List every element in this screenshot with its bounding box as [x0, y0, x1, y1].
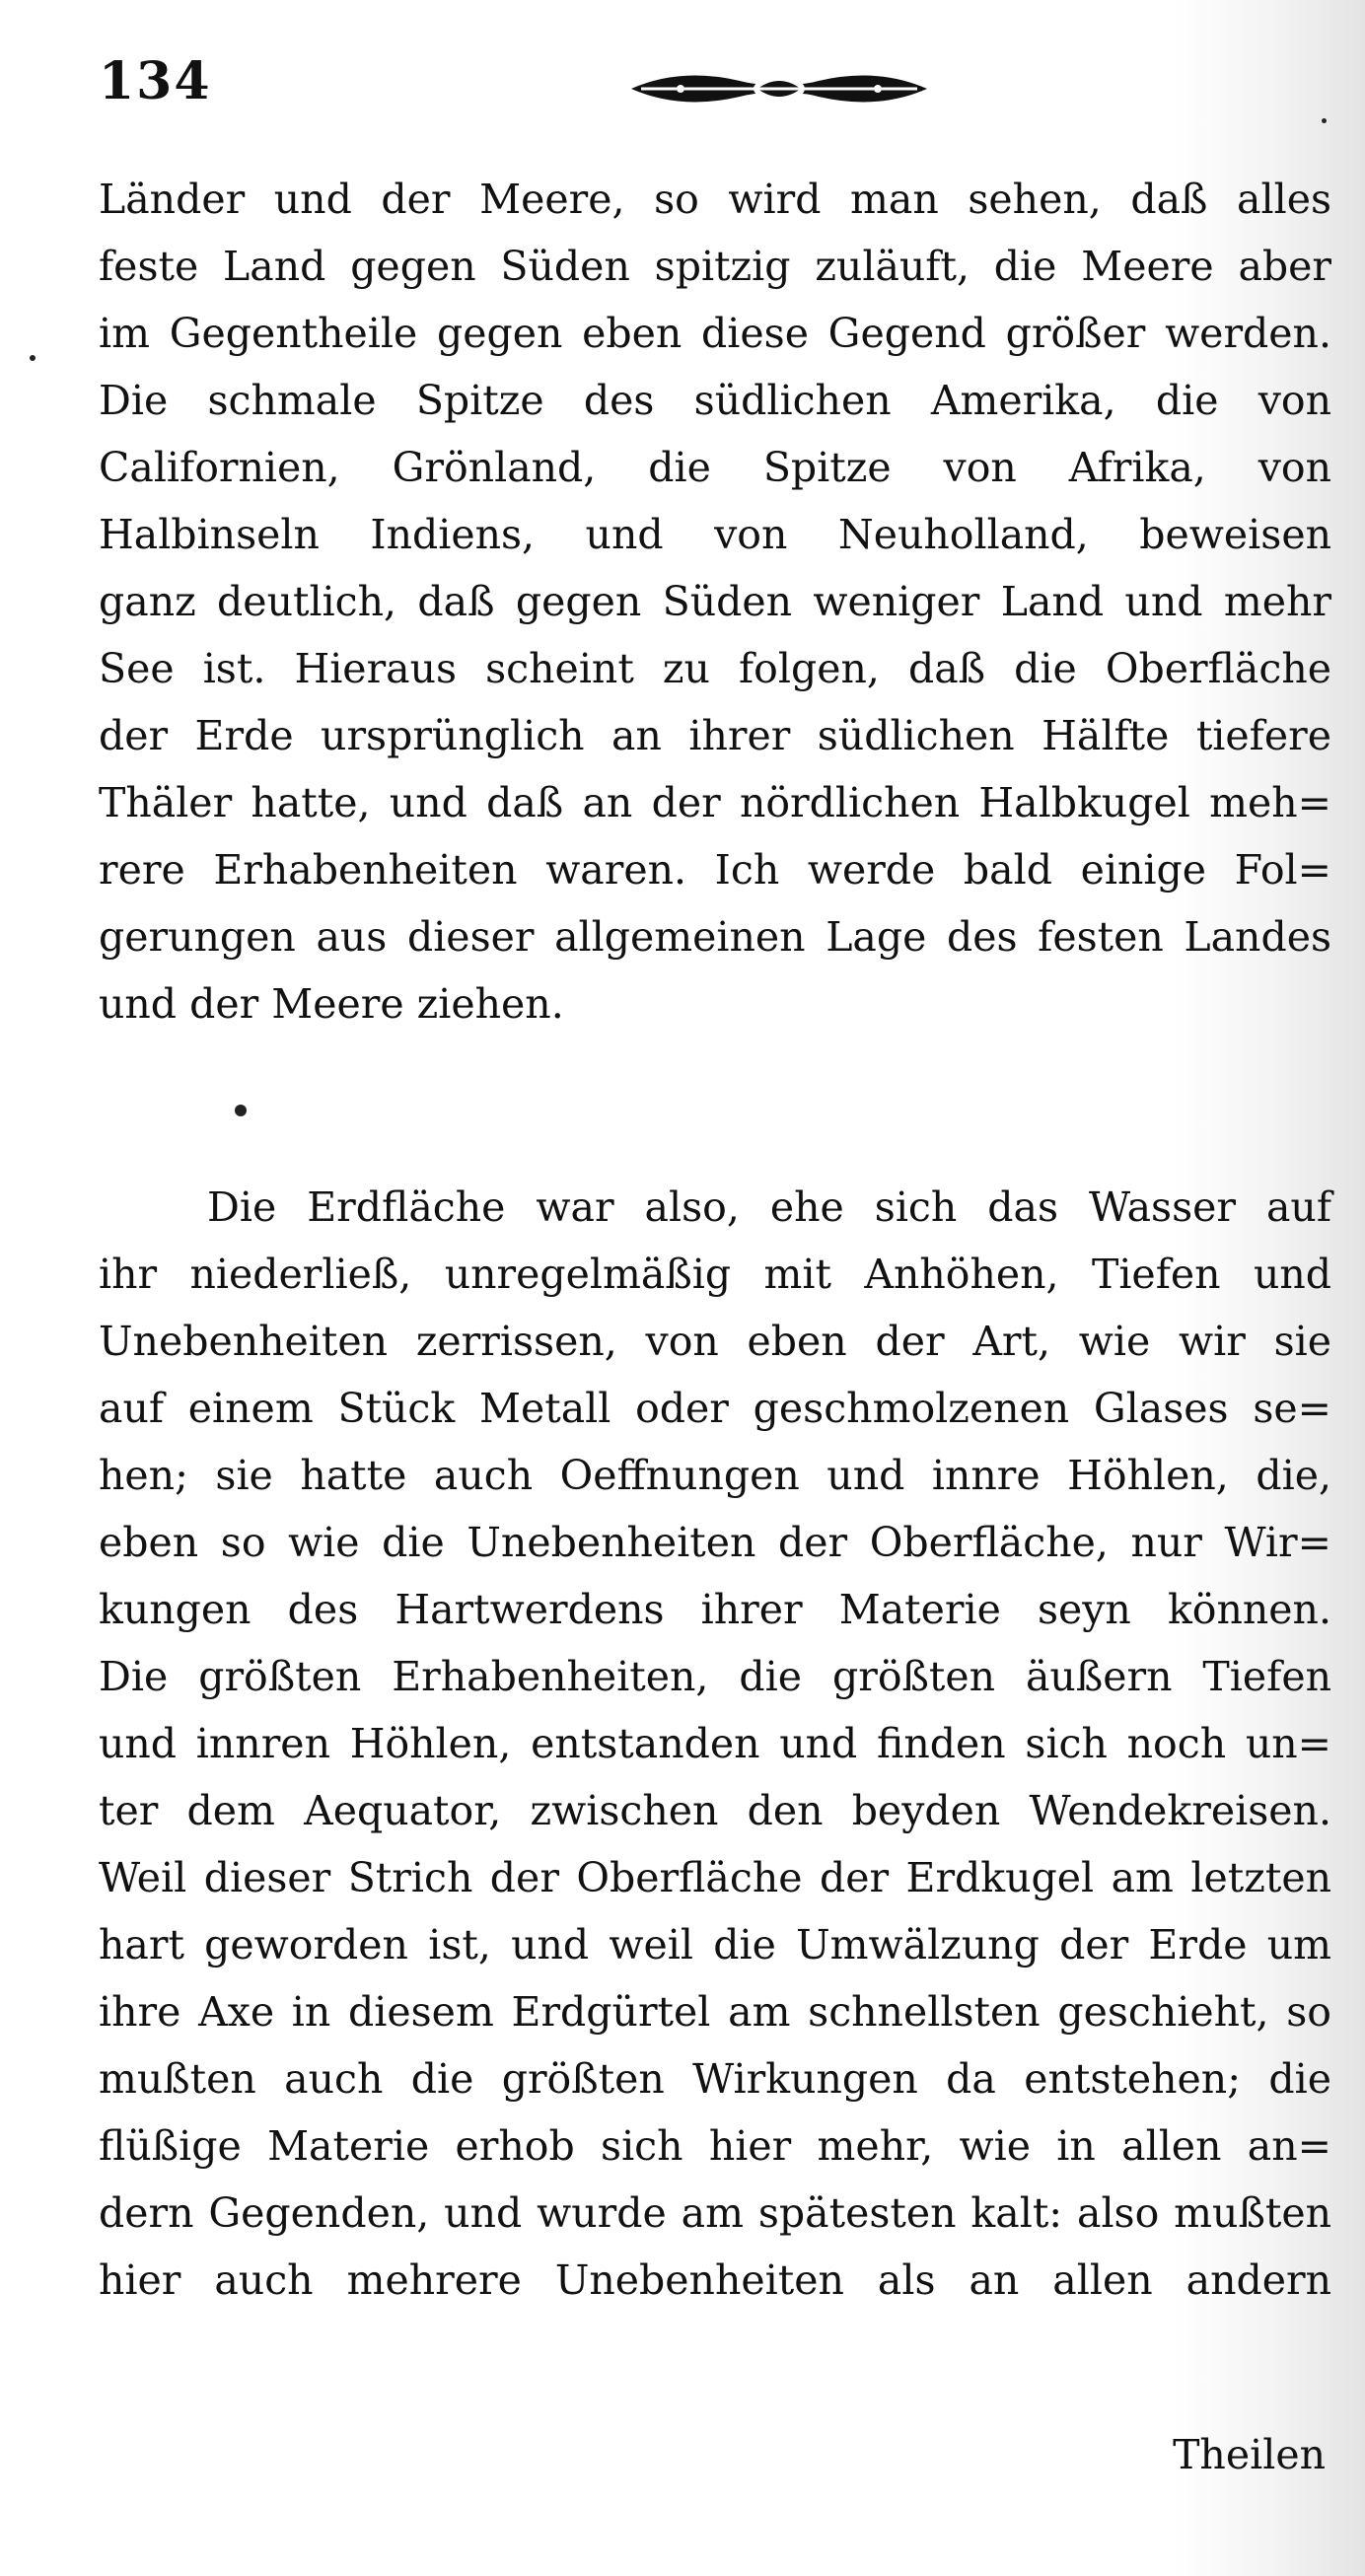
text-line: und innren Höhlen, entstanden und finden sich noch un= [99, 1720, 1331, 1767]
text-line: Die größten Erhabenheiten, die größten äußern Tiefen [99, 1653, 1331, 1700]
paragraph-2 [99, 1174, 1331, 2314]
text-line: ihre Axe in diesem Erdgürtel am schnellsten geschieht, so [99, 1988, 1331, 2036]
text-line: ter dem Aequator, zwischen den beyden Wendekreisen. [99, 1787, 1331, 1834]
text-line: feste Land gegen Süden spitzig zuläuft, die Meere aber [99, 243, 1331, 290]
text-line: Californien, Grönland, die Spitze von Afrika, von [99, 444, 1331, 491]
text-line: Thäler hatte, und daß an der nördlichen Halbkugel meh= [99, 779, 1331, 826]
text-line: ganz deutlich, daß gegen Süden weniger Land und mehr [99, 578, 1331, 625]
text-line: mußten auch die größten Wirkungen da entstehen; die [99, 2055, 1331, 2103]
text-line: dern Gegenden, und wurde am spätesten kalt: also mußten [99, 2189, 1331, 2237]
text-line: hier auch mehrere Unebenheiten als an allen andern [99, 2256, 1331, 2304]
text-line: auf einem Stück Metall oder geschmolzenen Glases se= [99, 1385, 1331, 1432]
text-line: Halbinseln Indiens, und von Neuholland, beweisen [99, 511, 1331, 558]
text-line: hen; sie hatte auch Oeffnungen und innre Höhlen, die, [99, 1452, 1331, 1499]
text-line: kungen des Hartwerdens ihrer Materie seyn können. [99, 1586, 1331, 1633]
ink-speck [1322, 118, 1327, 123]
text-line: und der Meere ziehen. [99, 980, 564, 1028]
ink-speck [30, 355, 36, 361]
text-line: Unebenheiten zerrissen, von eben der Art, wie wir sie [99, 1318, 1331, 1365]
text-line: eben so wie die Unebenheiten der Oberfläche, nur Wir= [99, 1519, 1331, 1566]
page-header [99, 51, 1282, 130]
text-line: Die Erdfläche war also, ehe sich das Wasser auf [207, 1183, 1331, 1231]
text-line: rere Erhabenheiten waren. Ich werde bald einige Fol= [99, 846, 1331, 894]
text-line: im Gegentheile gegen eben diese Gegend größer werden. [99, 310, 1331, 357]
text-line: Weil dieser Strich der Oberfläche der Erdkugel am letzten [99, 1854, 1331, 1901]
decorative-vignette-icon [621, 59, 937, 118]
page-number: 134 [99, 51, 212, 111]
text-line: der Erde ursprünglich an ihrer südlichen Hälfte tiefere [99, 712, 1331, 759]
text-line: Länder und der Meere, so wird man sehen, daß alles [99, 176, 1331, 223]
catchword: Theilen [1173, 2431, 1326, 2478]
ink-speck [235, 1105, 247, 1116]
text-line: Die schmale Spitze des südlichen Amerika, die von [99, 377, 1331, 424]
text-line: flüßige Materie erhob sich hier mehr, wie in allen an= [99, 2122, 1331, 2170]
paragraph-1 [99, 166, 1331, 1038]
text-line: See ist. Hieraus scheint zu folgen, daß die Oberfläche [99, 645, 1331, 692]
text-line: hart geworden ist, und weil die Umwälzung der Erde um [99, 1921, 1331, 1968]
text-line: ihr niederließ, unregelmäßig mit Anhöhen, Tiefen und [99, 1251, 1331, 1298]
text-line: gerungen aus dieser allgemeinen Lage des festen Landes [99, 913, 1331, 961]
